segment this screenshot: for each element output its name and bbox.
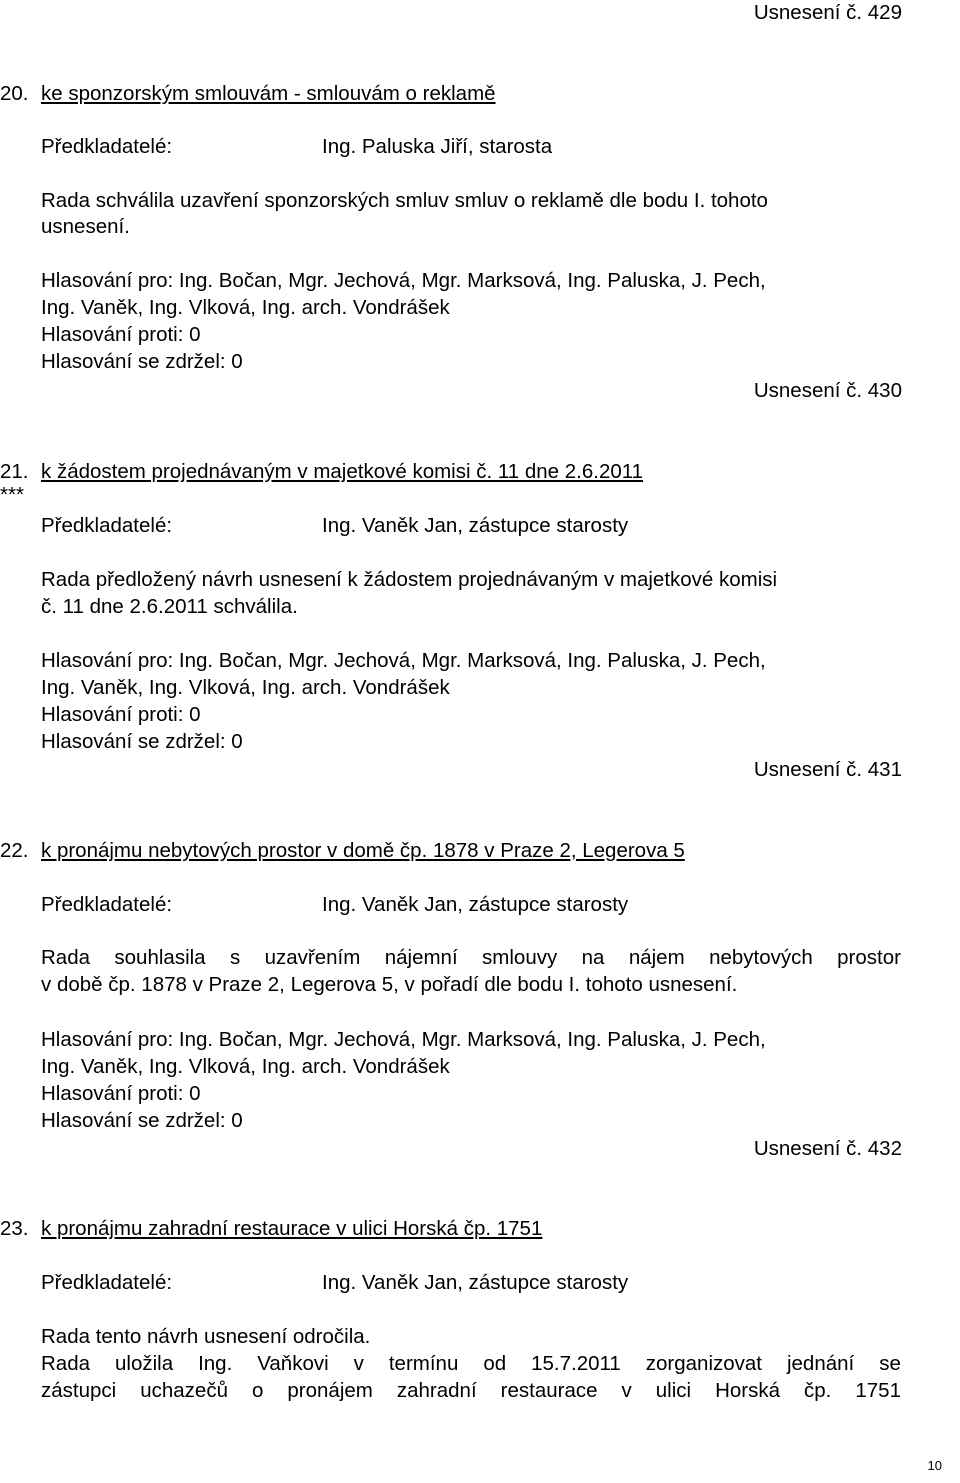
word: zástupci: [41, 1379, 117, 1402]
word: v: [353, 1352, 364, 1375]
word: Ing.: [198, 1352, 233, 1375]
item-title: k žádostem projednávaným v majetkové komisi č. 11 dne 2.6.2011: [41, 460, 644, 483]
proposer-name: Ing. Vaněk Jan, zástupce starosty: [322, 1271, 629, 1294]
item-number: 21.: [0, 460, 29, 483]
word: o: [251, 1379, 264, 1402]
word: zahradní: [396, 1379, 477, 1402]
item-number: 20.: [0, 82, 29, 105]
resolution-number: Usnesení č. 431: [753, 758, 902, 781]
word: s: [229, 946, 241, 969]
resolution-number: Usnesení č. 432: [753, 1137, 902, 1160]
proposer-name: Ing. Vaněk Jan, zástupce starosty: [322, 893, 629, 916]
word: Rada: [41, 946, 91, 969]
word: nebytových: [709, 946, 813, 969]
resolution-number: Usnesení č. 429: [753, 1, 902, 24]
word: Vaňkovi: [257, 1352, 329, 1375]
votes-for: Hlasování pro: Ing. Bočan, Mgr. Jechová, Mgr. Marksová, Ing. Paluska, J. Pech,: [41, 1028, 766, 1051]
votes-against: Hlasování proti: 0: [41, 703, 201, 726]
proposer-name: Ing. Vaněk Jan, zástupce starosty: [322, 514, 629, 537]
item-title: k pronájmu nebytových prostor v domě čp. 1878 v Praze 2, Legerova 5: [41, 839, 685, 862]
word: smlouvy: [482, 946, 558, 969]
word: nájem: [628, 946, 685, 969]
resolution-text: Rada tento návrh usnesení odročila.: [41, 1325, 371, 1348]
votes-abstain: Hlasování se zdržel: 0: [41, 350, 243, 373]
resolution-text: [41, 945, 901, 971]
word: čp.: [804, 1379, 832, 1402]
proposer-label: Předkladatelé:: [41, 1271, 173, 1294]
word: 1751: [855, 1379, 901, 1402]
resolution-text: usnesení.: [41, 215, 130, 238]
mark: ***: [0, 483, 24, 506]
resolution-text: [41, 1378, 901, 1404]
word: souhlasila: [114, 946, 206, 969]
votes-abstain: Hlasování se zdržel: 0: [41, 1109, 243, 1132]
proposer-label: Předkladatelé:: [41, 893, 173, 916]
proposer-name: Ing. Paluska Jiří, starosta: [322, 135, 553, 158]
item-title: k pronájmu zahradní restaurace v ulici Horská čp. 1751: [41, 1217, 543, 1240]
word: se: [879, 1352, 901, 1375]
word: pronájem: [287, 1379, 373, 1402]
resolution-text: č. 11 dne 2.6.2011 schválila.: [41, 595, 298, 618]
votes-against: Hlasování proti: 0: [41, 323, 201, 346]
resolution-text: Rada schválila uzavření sponzorských smluv smluv o reklamě dle bodu I. tohoto: [41, 189, 768, 212]
word: 15.7.2011: [531, 1352, 621, 1375]
word: uzavřením: [264, 946, 361, 969]
word: prostor: [837, 946, 901, 969]
item-number: 22.: [0, 839, 29, 862]
word: zorganizovat: [645, 1352, 762, 1375]
word: termínu: [388, 1352, 459, 1375]
votes-for: Ing. Vaněk, Ing. Vlková, Ing. arch. Vondrášek: [41, 676, 450, 699]
word: na: [581, 946, 605, 969]
resolution-text: v době čp. 1878 v Praze 2, Legerova 5, v pořadí dle bodu I. tohoto usnesení.: [41, 973, 738, 996]
votes-for: Ing. Vaněk, Ing. Vlková, Ing. arch. Vondrášek: [41, 296, 450, 319]
votes-for: Hlasování pro: Ing. Bočan, Mgr. Jechová, Mgr. Marksová, Ing. Paluska, J. Pech,: [41, 649, 766, 672]
page-number: 10: [927, 1458, 942, 1473]
word: jednání: [786, 1352, 855, 1375]
word: nájemní: [384, 946, 458, 969]
votes-abstain: Hlasování se zdržel: 0: [41, 730, 243, 753]
word: Rada: [41, 1352, 91, 1375]
word: v: [621, 1379, 632, 1402]
word: od: [483, 1352, 507, 1375]
word: Horská: [715, 1379, 781, 1402]
resolution-text: Rada předložený návrh usnesení k žádostem projednávaným v majetkové komisi: [41, 568, 778, 591]
votes-against: Hlasování proti: 0: [41, 1082, 201, 1105]
votes-for: Hlasování pro: Ing. Bočan, Mgr. Jechová, Mgr. Marksová, Ing. Paluska, J. Pech,: [41, 269, 766, 292]
proposer-label: Předkladatelé:: [41, 514, 173, 537]
word: restaurace: [500, 1379, 598, 1402]
item-title: ke sponzorským smlouvám - smlouvám o reklamě: [41, 82, 496, 105]
item-number: 23.: [0, 1217, 29, 1240]
word: uchazečů: [140, 1379, 228, 1402]
word: ulici: [655, 1379, 692, 1402]
votes-for: Ing. Vaněk, Ing. Vlková, Ing. arch. Vondrášek: [41, 1055, 450, 1078]
resolution-number: Usnesení č. 430: [753, 379, 902, 402]
resolution-text: [41, 1351, 901, 1377]
proposer-label: Předkladatelé:: [41, 135, 173, 158]
word: uložila: [114, 1352, 174, 1375]
